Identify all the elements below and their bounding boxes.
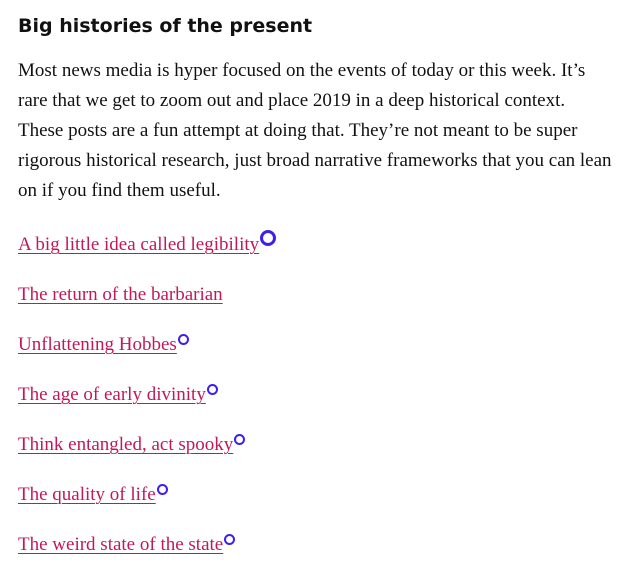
post-link-quality[interactable]: The quality of life bbox=[18, 484, 156, 505]
post-link-state[interactable]: The weird state of the state bbox=[18, 534, 224, 555]
post-link-divinity[interactable]: The age of early divinity bbox=[18, 384, 206, 405]
circle-marker-icon bbox=[260, 230, 276, 246]
circle-marker-icon bbox=[178, 334, 189, 345]
post-link-barbarian[interactable]: The return of the barbarian bbox=[18, 284, 223, 305]
list-item bbox=[18, 270, 614, 320]
intro-paragraph: Most news media is hyper focused on the events of today or this week. It’s rare that we get to zoom out and place 2019 in a deep historical context. These posts are a fun attempt at doing that. They’re not meant to be super rigorous historical research, just broad narrative frameworks that you can lean on if you find them useful. bbox=[18, 60, 612, 201]
post-link-entangled[interactable]: Think entangled, act spooky bbox=[18, 434, 234, 455]
circle-marker-icon bbox=[157, 484, 168, 495]
list-item bbox=[18, 370, 614, 420]
section-title: Big histories of the present bbox=[18, 15, 313, 37]
post-link-hobbes[interactable]: Unflattening Hobbes bbox=[18, 334, 177, 355]
list-item bbox=[18, 470, 614, 520]
circle-marker-icon bbox=[207, 384, 218, 395]
list-item bbox=[18, 420, 614, 470]
post-list bbox=[18, 220, 614, 570]
circle-marker-icon bbox=[234, 434, 245, 445]
main-content bbox=[18, 14, 614, 570]
circle-marker-icon bbox=[224, 534, 235, 545]
post-link-legibility[interactable]: A big little idea called legibility bbox=[18, 234, 260, 255]
list-item bbox=[18, 220, 614, 270]
list-item bbox=[18, 320, 614, 370]
list-item bbox=[18, 520, 614, 570]
